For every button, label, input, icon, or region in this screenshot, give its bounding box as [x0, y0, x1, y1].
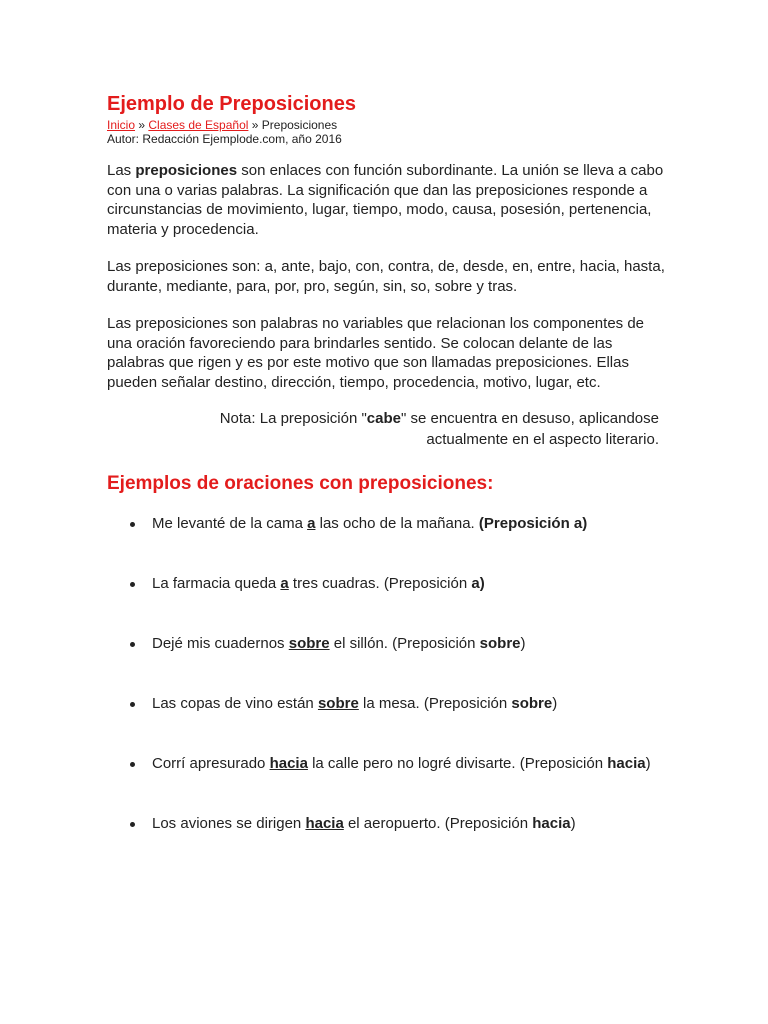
list-item: [107, 514, 667, 534]
breadcrumb: [107, 118, 667, 132]
example-preposition: sobre: [288, 635, 330, 652]
example-text: la calle pero no logré divisarte.: [307, 755, 520, 772]
list-item: [107, 814, 667, 834]
paragraph-text: Las: [107, 162, 136, 179]
paragraph-list: Las preposiciones son: a, ante, bajo, con, contra, de, desde, en, entre, hacia, hasta, durante, mediante, para, por, pro, según, sin, so, sobre y tras.: [107, 258, 665, 295]
note-bold-term: cabe: [366, 410, 401, 427]
example-label: (Preposición: [383, 575, 472, 592]
example-text: La farmacia queda: [152, 575, 281, 592]
paragraph-description: Las preposiciones son palabras no variables que relacionan los componentes de una oración favoreciendo para brindarles sentido. Se colocan delante de las palabras que rigen y es por este motivo que son llamadas preposiciones. Ellas pueden señalar destino, dirección, tiempo, procedencia, motivo, lugar, etc.: [107, 315, 645, 391]
example-label-preposition: a): [471, 575, 485, 592]
example-label-preposition: sobre: [511, 695, 553, 712]
examples-heading: Ejemplos de oraciones con preposiciones:: [107, 473, 494, 494]
list-item: [107, 754, 667, 774]
note-text: Nota: La preposición ": [219, 410, 367, 427]
examples-list: [107, 514, 667, 834]
breadcrumb-category-link[interactable]: Clases de Español: [148, 118, 249, 132]
example-text: las ocho de la mañana.: [315, 515, 479, 532]
list-item: [107, 694, 667, 714]
example-text: Corrí apresurado: [152, 755, 270, 772]
note-text: " se encuentra en desuso, aplicandose actualmente en el aspecto literario.: [400, 410, 659, 448]
bullet-icon: [130, 642, 135, 647]
example-text: el sillón.: [329, 635, 393, 652]
example-text: el aeropuerto.: [343, 815, 445, 832]
example-text: la mesa.: [358, 695, 424, 712]
example-label: ): [552, 695, 558, 712]
example-preposition: hacia: [305, 815, 344, 832]
bullet-icon: [130, 522, 135, 527]
example-label: ): [520, 635, 526, 652]
example-label: (Preposición: [392, 635, 480, 652]
bullet-icon: [130, 822, 135, 827]
note: [107, 408, 659, 450]
example-text: Dejé mis cuadernos: [152, 635, 289, 652]
article: [107, 92, 667, 834]
example-text: tres cuadras.: [288, 575, 384, 592]
breadcrumb-separator: »: [135, 118, 149, 132]
example-label: (Preposición a): [478, 515, 588, 532]
breadcrumb-current: Preposiciones: [261, 118, 338, 132]
paragraph-bold-term: preposiciones: [135, 162, 238, 179]
example-text: Las copas de vino están: [152, 695, 318, 712]
list-item: [107, 574, 667, 594]
example-label: (Preposición: [444, 815, 533, 832]
example-label: (Preposición: [519, 755, 608, 772]
paragraph-text: son enlaces con función subordinante. La unión se lleva a cabo con una o varias palabras. La significación que dan las preposiciones responde a circunstancias de movimiento, lugar, tiempo, modo, causa, posesión, pertenencia, materia y procedencia.: [107, 162, 664, 238]
breadcrumb-separator: »: [248, 118, 262, 132]
example-preposition: a: [307, 515, 316, 532]
example-label-preposition: hacia: [532, 815, 571, 832]
example-text: Los aviones se dirigen: [152, 815, 306, 832]
bullet-icon: [130, 702, 135, 707]
list-item: [107, 634, 667, 654]
example-label: (Preposición: [423, 695, 512, 712]
breadcrumb-home-link[interactable]: Inicio: [107, 118, 136, 132]
bullet-icon: [130, 762, 135, 767]
paragraph-intro: [107, 161, 667, 239]
example-preposition: a: [280, 575, 289, 592]
example-label: ): [645, 755, 651, 772]
page-title: Ejemplo de Preposiciones: [107, 93, 356, 115]
example-preposition: sobre: [317, 695, 359, 712]
example-label: ): [570, 815, 576, 832]
author-line: Autor: Redacción Ejemplode.com, año 2016: [107, 132, 342, 146]
example-preposition: hacia: [269, 755, 308, 772]
bullet-icon: [130, 582, 135, 587]
example-label-preposition: hacia: [607, 755, 646, 772]
example-text: Me levanté de la cama: [152, 515, 308, 532]
example-label-preposition: sobre: [479, 635, 521, 652]
